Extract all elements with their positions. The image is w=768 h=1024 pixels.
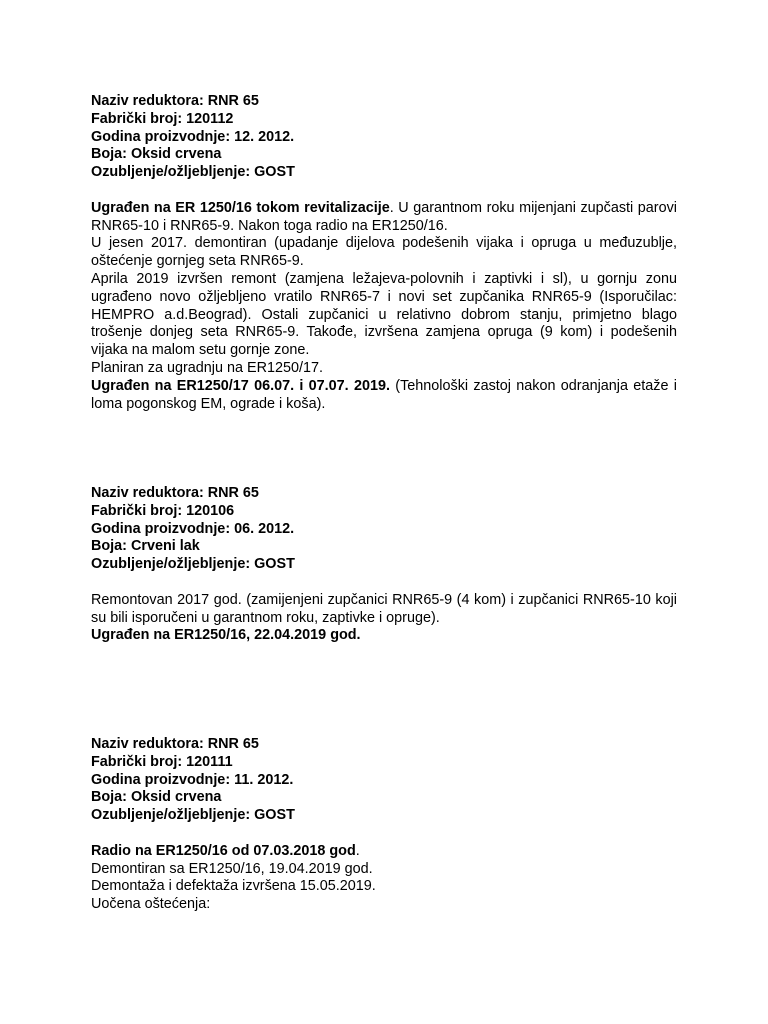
installed-paragraph — [91, 378, 677, 414]
reductor-header — [91, 485, 677, 574]
overhaul-paragraph: Remontovan 2017 god. (zamijenjeni zupčanici RNR65-9 (4 kom) i zupčanici RNR65-10 koji su bili isporučeni u garantnom roku, zaptivke i opruge). — [91, 591, 677, 626]
operation-paragraph — [91, 843, 677, 861]
installation-note: Ugrađen na ER1250/16, 22.04.2019 god. — [91, 627, 361, 644]
planned-paragraph: Planiran za ugradnju na ER1250/17. — [91, 359, 324, 376]
fabricki-broj: Fabrički broj: 120106 — [91, 502, 235, 519]
fabricki-broj: Fabrički broj: 120111 — [91, 753, 233, 770]
damage-heading: Uočena oštećenja: — [91, 896, 211, 913]
reductor-header — [91, 736, 677, 825]
operation-period-end: . — [355, 842, 360, 859]
history-paragraph — [91, 200, 677, 236]
godina-proizvodnje: Godina proizvodnje: 11. 2012. — [91, 771, 294, 788]
installation-note: Ugrađen na ER 1250/16 tokom revitalizacije — [91, 199, 390, 216]
history-text: . U garantnom roku mijenjani zupčasti parovi RNR65-10 i RNR65-9. Nakon toga radio na ER1250/16. — [91, 199, 677, 234]
inspection-paragraph: Demontaža i defektaža izvršena 15.05.2019. — [91, 878, 376, 895]
boja: Boja: Oksid crvena — [91, 789, 222, 806]
reductor-header — [91, 93, 677, 182]
ozubljenje: Ozubljenje/ožljebljenje: GOST — [91, 807, 295, 824]
godina-proizvodnje: Godina proizvodnje: 06. 2012. — [91, 520, 295, 537]
installation-remark: (Tehnološki zastoj nakon odranjanja etaže i loma pogonskog EM, ograde i koša). — [91, 377, 677, 412]
godina-proizvodnje: Godina proizvodnje: 12. 2012. — [91, 128, 295, 145]
fabricki-broj: Fabrički broj: 120112 — [91, 110, 234, 127]
ozubljenje: Ozubljenje/ožljebljenje: GOST — [91, 556, 295, 573]
installation-date: Ugrađen na ER1250/17 06.07. i 07.07. 2019. — [91, 377, 390, 394]
dismount-paragraph: Demontiran sa ER1250/16, 19.04.2019 god. — [91, 860, 373, 877]
boja: Boja: Oksid crvena — [91, 146, 222, 163]
operation-period: Radio na ER1250/16 od 07.03.2018 god — [91, 842, 356, 859]
reductor-record-120112 — [91, 93, 677, 413]
dismount-paragraph: U jesen 2017. demontiran (upadanje dijelova podešenih vijaka i opruga u međuzublje, oštećenje gornjeg seta RNR65-9. — [91, 235, 677, 270]
ozubljenje: Ozubljenje/ožljebljenje: GOST — [91, 164, 295, 181]
naziv-reduktora: Naziv reduktora: RNR 65 — [91, 485, 259, 501]
boja: Boja: Crveni lak — [91, 538, 200, 555]
reductor-record-120111 — [91, 736, 677, 914]
naziv-reduktora: Naziv reduktora: RNR 65 — [91, 93, 259, 109]
reductor-record-120106 — [91, 485, 677, 645]
naziv-reduktora: Naziv reduktora: RNR 65 — [91, 736, 259, 752]
overhaul-paragraph: Aprila 2019 izvršen remont (zamjena ležajeva-polovnih i zaptivki i sl), u gornju zonu ugrađeno novo ožljebljeno vratilo RNR65-7 i novi set zupčanika RNR65-9 (Isporučilac: HEMPRO a.d.Beograd). Ostali zupčanici u relativno dobrom stanju, primjetno blago trošenje donjeg seta RNR65-9. Takođe, izvršena zamjena opruga (9 kom) i podešenih vijaka na malom setu gornje zone. — [91, 270, 677, 359]
